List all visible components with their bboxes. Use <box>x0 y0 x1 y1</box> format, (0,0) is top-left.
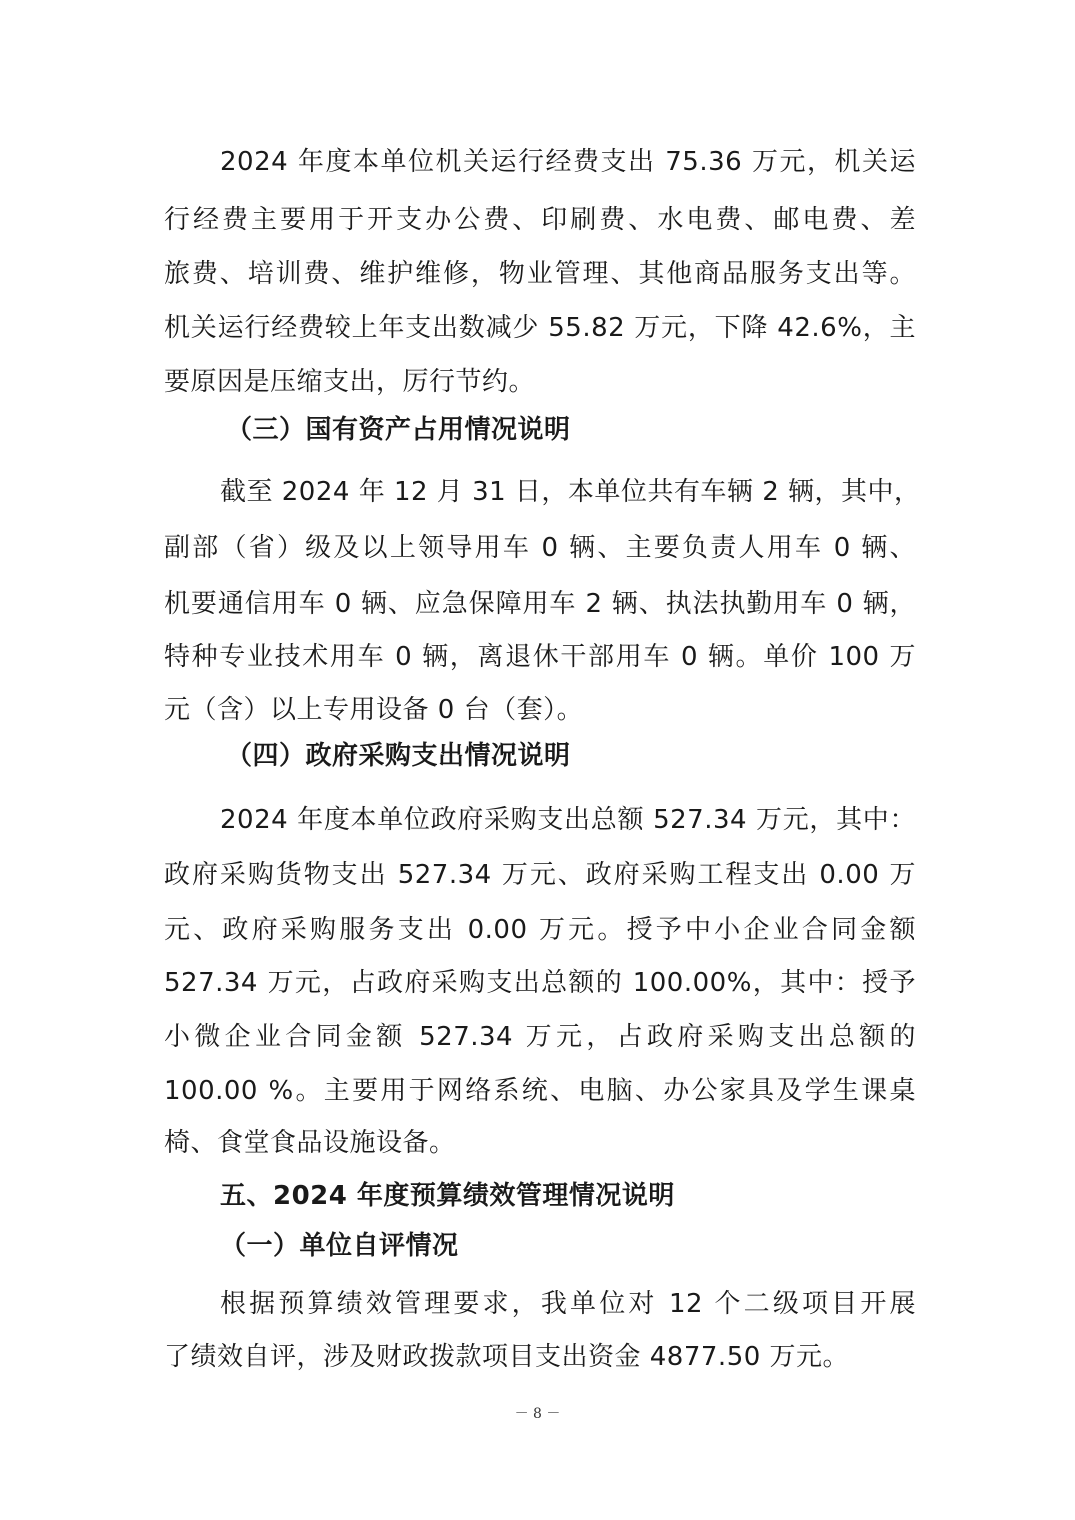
paragraph-line: 行经费主要用于开支办公费、印刷费、水电费、邮电费、差 <box>164 205 916 235</box>
paragraph-line: 旅费、培训费、维护维修，物业管理、其他商品服务支出等。 <box>164 259 916 289</box>
paragraph-line: 特种专业技术用车 0 辆，离退休干部用车 0 辆。单价 100 万 <box>164 642 916 672</box>
page-number: － 8 － <box>514 1406 561 1422</box>
section-heading: （一）单位自评情况 <box>220 1231 459 1261</box>
paragraph-line: 元、政府采购服务支出 0.00 万元。授予中小企业合同金额 <box>164 915 916 945</box>
paragraph-line: 机关运行经费较上年支出数减少 55.82 万元，下降 42.6%，主 <box>164 313 916 343</box>
paragraph-line: 小微企业合同金额 527.34 万元，占政府采购支出总额的 <box>164 1022 916 1052</box>
paragraph-line: 机要通信用车 0 辆、应急保障用车 2 辆、执法执勤用车 0 辆， <box>164 589 916 619</box>
paragraph-line: 副部（省）级及以上领导用车 0 辆、主要负责人用车 0 辆、 <box>164 533 916 563</box>
paragraph-line: 根据预算绩效管理要求，我单位对 12 个二级项目开展 <box>220 1289 916 1319</box>
paragraph-line: 了绩效自评，涉及财政拨款项目支出资金 4877.50 万元。 <box>164 1342 850 1372</box>
paragraph-line: 2024 年度本单位机关运行经费支出 75.36 万元，机关运 <box>220 147 916 177</box>
section-heading: （三）国有资产占用情况说明 <box>226 415 571 445</box>
paragraph-line: 椅、食堂食品设施设备。 <box>164 1128 456 1158</box>
chapter-heading: 五、2024 年度预算绩效管理情况说明 <box>220 1181 675 1211</box>
paragraph-line: 2024 年度本单位政府采购支出总额 527.34 万元，其中： <box>220 805 916 835</box>
paragraph-line: 政府采购货物支出 527.34 万元、政府采购工程支出 0.00 万 <box>164 860 916 890</box>
paragraph-line: 截至 2024 年 12 月 31 日，本单位共有车辆 2 辆，其中， <box>220 477 921 507</box>
paragraph-line: 100.00 %。主要用于网络系统、电脑、办公家具及学生课桌 <box>164 1076 916 1106</box>
paragraph-line: 527.34 万元，占政府采购支出总额的 100.00%，其中：授予 <box>164 968 916 998</box>
section-heading: （四）政府采购支出情况说明 <box>226 741 571 771</box>
paragraph-line: 要原因是压缩支出，厉行节约。 <box>164 367 536 397</box>
paragraph-line: 元（含）以上专用设备 0 台（套）。 <box>164 695 584 725</box>
